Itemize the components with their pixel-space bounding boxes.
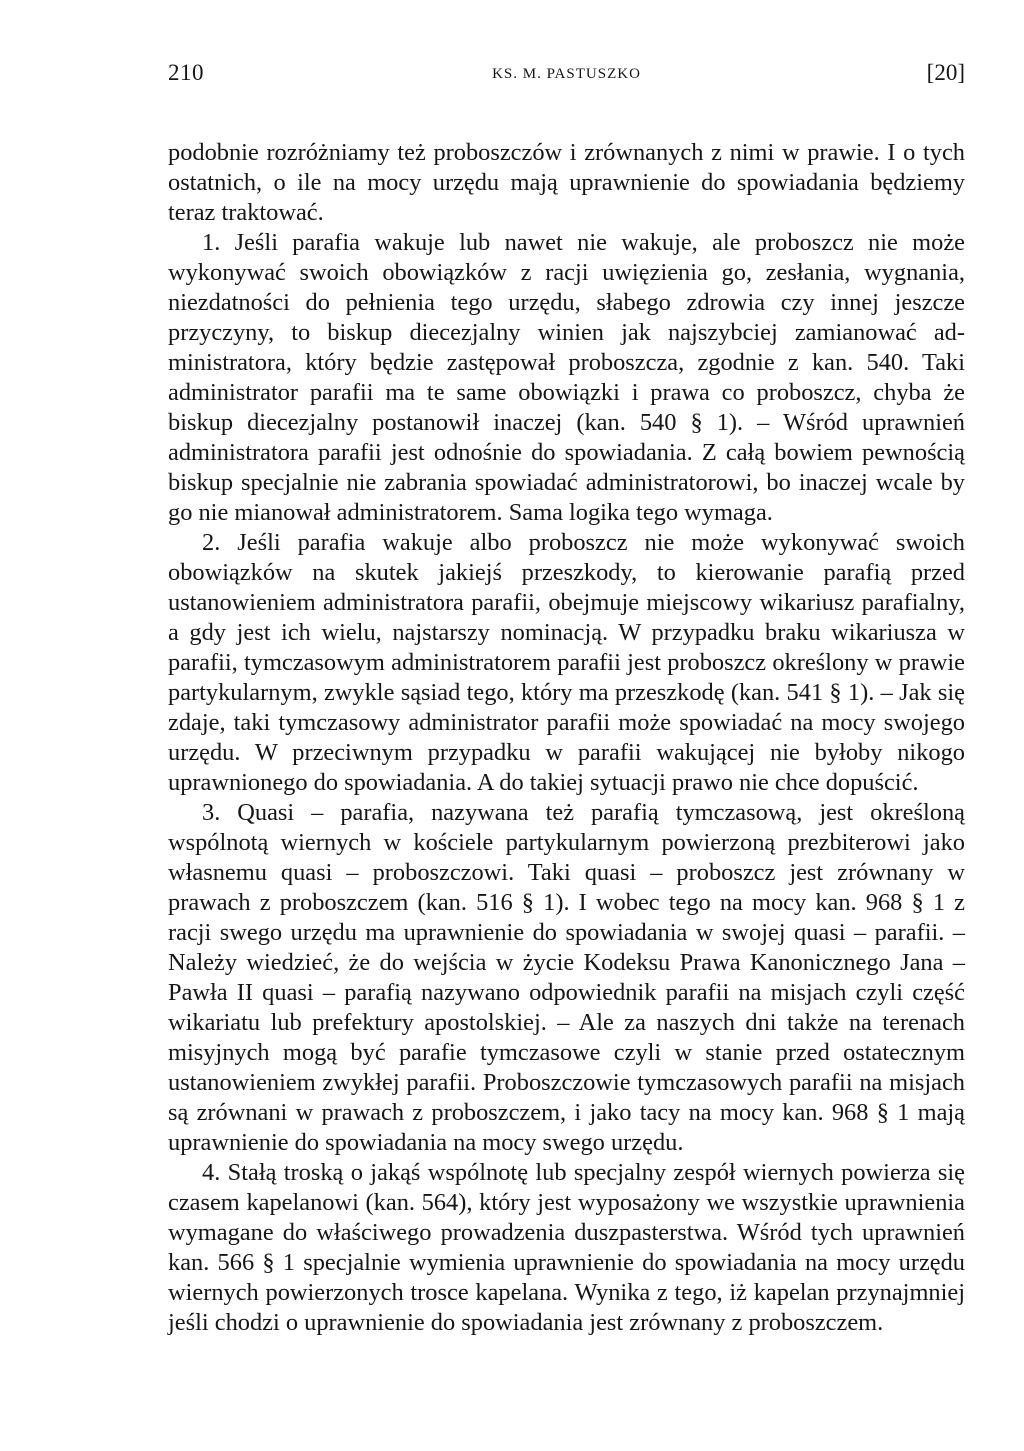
paragraph-2: 2. Jeśli parafia wakuje albo proboszcz nie może wykonywać swoich obowiązków na skutek jakiejś przeszkody, to kierowanie parafią przed ustanowieniem administratora parafii, obejmuje miejscowy wikariusz parafialny, a gdy jest ich wielu, najstarszy nominacją. W przypadku braku wikariusza w parafii, tymczasowym administratorem parafii jest proboszcz określony w prawie partykularnym, zwykle sąsiad tego, który ma przeszkodę (kan. 541 § 1). – Jak się zdaje, taki tymczasowy administrator parafii może spowiadać na mocy swojego urzędu. W przeciwnym przypadku w parafii wakującej nie byłoby nikogo uprawnionego do spowiadania. A do takiej sytuacji prawo nie chce dopuścić. [168, 529, 965, 796]
paragraph-1: 1. Jeśli parafia wakuje lub nawet nie wakuje, ale proboszcz nie może wykonywać swoich obowiązków z racji uwięzienia go, zesłania, wygnania, niezdatności do pełnienia tego urzędu, słabego zdrowia czy innej jeszcze przyczyny, to biskup diecezjalny winien jak najszybciej zamianować administratora, który będzie zastępował proboszcza, zgodnie z kan. 540. Taki administrator parafii ma te same obowiązki i prawa co proboszcz, chyba że biskup diecezjalny postanowił inaczej (kan. 540 § 1). – Wśród uprawnień administratora parafii jest odnośnie do spowiadania. Z całą bowiem pewnością biskup specjalnie nie zabrania spowiadać administratorowi, bo inaczej wcale by go nie mianował administratorem. Sama logika tego wymaga. [168, 229, 965, 526]
body-text [168, 138, 965, 1338]
running-head: KS. M. PASTUSZKO [492, 66, 641, 82]
paragraph-continuation: podobnie rozróżniamy też proboszczów i zrównanych z nimi w prawie. I o tych ostatnich, o ile na mocy urzędu mają uprawnienie do spowiadania będziemy teraz traktować. [168, 139, 965, 226]
paragraph-4: 4. Stałą troską o jakąś wspólnotę lub specjalny zespół wiernych powierza się czasem kapelanowi (kan. 564), który jest wyposażony we wszystkie uprawnienia wymagane do właściwego prowadzenia duszpasterstwa. Wśród tych uprawnień kan. 566 § 1 specjalnie wymienia uprawnienie do spowiadania na mocy urzędu wiernych powierzonych trosce kapelana. Wynika z tego, iż kapelan przynajmniej jeśli chodzi o uprawnienie do spowiadania jest zrównany z proboszczem. [168, 1159, 965, 1336]
page-header [168, 60, 965, 96]
paragraph-3: 3. Quasi – parafia, nazywana też parafią tymczasową, jest określoną wspólnotą wiernych w kościele partykularnym powierzoną prezbiterowi jako własnemu quasi – proboszczowi. Taki quasi – proboszcz jest zrównany w prawach z proboszczem (kan. 516 § 1). I wobec tego na mocy kan. 968 § 1 z racji swego urzędu ma uprawnienie do spowiadania w swojej quasi – parafii. – Należy wiedzieć, że do wejścia w życie Kodeksu Prawa Kanonicznego Jana – Pawła II quasi – parafią nazywano odpowiednik parafii na misjach czyli część wikariatu lub prefektury apostolskiej. – Ale za naszych dni także na terenach misyjnych mogą być parafie tymczasowe czyli w stanie przed ostatecznym ustanowieniem zwykłej parafii. Proboszczowie tymczasowych parafii na misjach są zrównani w prawach z proboszczem, i jako tacy na mocy kan. 968 § 1 mają uprawnienie do spowiadania na mocy swego urzędu. [168, 799, 965, 1156]
page-number: 210 [168, 60, 204, 85]
section-reference: [20] [926, 60, 965, 85]
document-page [168, 60, 965, 1338]
